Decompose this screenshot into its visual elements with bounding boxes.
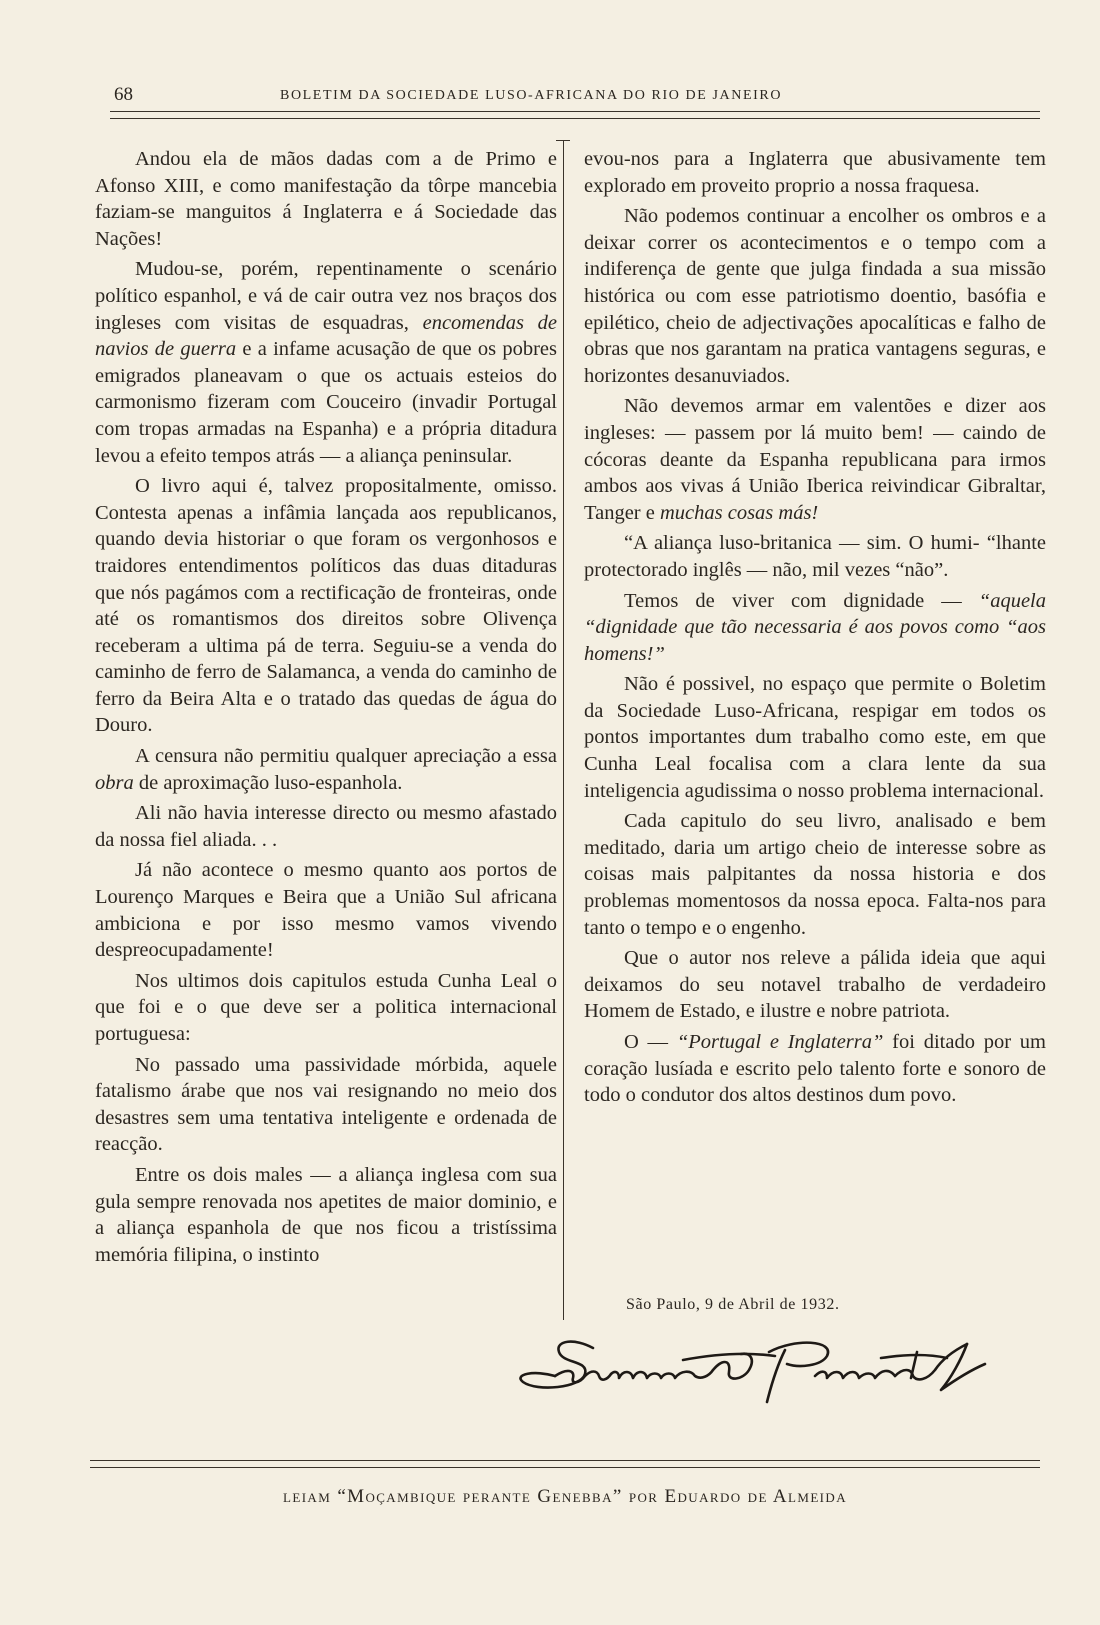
paragraph-text: A censura não permitiu qualquer apreciação a essa [135,745,557,768]
journal-title: BOLETIM DA SOCIEDADE LUSO-AFRICANA DO RIO DE JANEIRO [280,88,783,103]
italic-text: “aquela “dignidade que tão necessaria é aos povos como “aos homens!” [584,589,1046,665]
italic-text: muchas cosas más! [659,501,819,524]
paragraph-text: O — [624,1031,677,1053]
header-double-rule [110,111,1040,119]
paragraph: Já não acontece o mesmo quanto aos portos de Lourenço Marques e Beira que a União Sul africana ambiciona e por isso mesmo vamos vivendo despreocupadamente! [95,859,557,962]
paragraph-text: Não devemos armar em valentões e dizer aos ingleses: — passem por lá muito bem! — caindo de cócoras deante da Espanha republicana para irmos ambos aos vivas á União Iberica reivindicar Gibraltar, Tanger e [584,395,1046,524]
footer-double-rule [90,1460,1040,1468]
paragraph: No passado uma passividade mórbida, aquele fatalismo árabe que nos vai resignando no meio dos desastres sem uma tentativa inteligente e ordenada de reacção. [95,1053,557,1156]
paragraph: Não é possivel, no espaço que permite o Boletim da Sociedade Luso-Africana, respigar em todos os pontos importantes dum trabalho como este, em que Cunha Leal focalisa com a clara lente da sua inteligencia agudissima o nosso problema internacional. [584,673,1046,802]
paragraph: Não podemos continuar a encolher os ombros e a deixar correr os acontecimentos e o tempo com a indiferença de gente que julga findada a sua missão histórica ou com esse patriotismo doentio, basófia e epilético, cheio de adjectivações apocalíticas e falho de obras que nos garantam na pratica vantagens seguras, e horizontes desanuviados. [584,205,1046,387]
paragraph-text: Mudou-se, porém, repentinamente o scenário político espanhol, e vá de cair outra vez nos braços dos ingleses com visitas de esquadras, [95,258,557,334]
paragraph [584,393,1046,526]
paragraph: Andou ela de mãos dadas com a de Primo e Afonso XIII, e como manifestação da tôrpe mancebia faziam-se manguitos á Inglaterra e á Sociedade das Nações! [95,148,557,250]
right-column [584,146,1046,1113]
paragraph: Cada capitulo do seu livro, analisado e bem meditado, daria um artigo cheio de interesse sobre as coisas mais palpitantes da nossa historia e dos problemas momentosos da nossa epoca. Falta-nos para tanto o tempo e o engenho. [584,810,1046,939]
paragraph: Que o autor nos releve a pálida ideia que aqui deixamos do seu notavel trabalho de verdadeiro Homem de Estado, e ilustre e nobre patriota. [584,947,1046,1023]
column-divider-cap [556,140,570,141]
paragraph [584,588,1046,668]
dateline: São Paulo, 9 de Abril de 1932. [626,1296,840,1313]
running-head [110,84,1050,110]
italic-text: encomendas de navios de guerra [95,311,557,361]
paragraph [95,743,557,796]
paragraph [95,256,557,469]
footer-advertisement: leiam “Moçambique perante Genebba” por Eduardo de Almeida [283,1486,847,1507]
handwritten-signature [515,1330,1035,1410]
paragraph-text: e a infame acusação de que os pobres emigrados planeavam o que os actuais esteios do carmonismo fizeram com Couceiro (invadir Portugal com tropas armadas na Espanha) e a própria ditadura levou a efeito tempos atrás — a aliança peninsular. [95,338,557,467]
paragraph-text: Temos de viver com dignidade — [624,589,979,612]
paragraph [584,1029,1046,1109]
paragraph-text: de aproximação luso-espanhola. [133,771,403,794]
paragraph: Ali não havia interesse directo ou mesmo afastado da nossa fiel aliada. . . [95,802,557,851]
paragraph: “A aliança luso-britanica — sim. O humi- “lhante protectorado inglês — não, mil vezes “não”. [584,532,1046,581]
italic-text: “Portugal e Inglaterra” [676,1031,884,1053]
paragraph: O livro aqui é, talvez propositalmente, omisso. Contesta apenas a infâmia lançada aos republicanos, quando devia historiar o que foram os vergonhosos e traidores entendimentos políticos das duas ditaduras que nós pagámos com a rectificação de fronteiras, onde até os romantismos dos direitos sobre Olivença receberam a ultima pá de terra. Seguiu-se a venda do caminho de ferro de Salamanca, a venda do caminho de ferro da Beira Alta e o tratado das quedas de água do Douro. [95,475,557,737]
paragraph: Nos ultimos dois capitulos estuda Cunha Leal o que foi e o que deve ser a politica internacional portuguesa: [95,969,557,1045]
paragraph: evou-nos para a Inglaterra que abusivamente tem explorado em proveito proprio a nossa fraquesa. [584,148,1046,197]
column-divider [563,140,564,1320]
left-column [95,146,557,1272]
page-number: 68 [114,84,133,105]
paragraph-text: foi ditado por um coração lusíada e escrito pelo talento forte e sonoro de todo o condutor dos altos destinos dum povo. [584,1031,1046,1107]
italic-text: obra [95,771,134,794]
paragraph: Entre os dois males — a aliança inglesa com sua gula sempre renovada nos apetites de maior dominio, e a aliança espanhola de que nos ficou a tristíssima memória filipina, o instinto [95,1163,557,1266]
